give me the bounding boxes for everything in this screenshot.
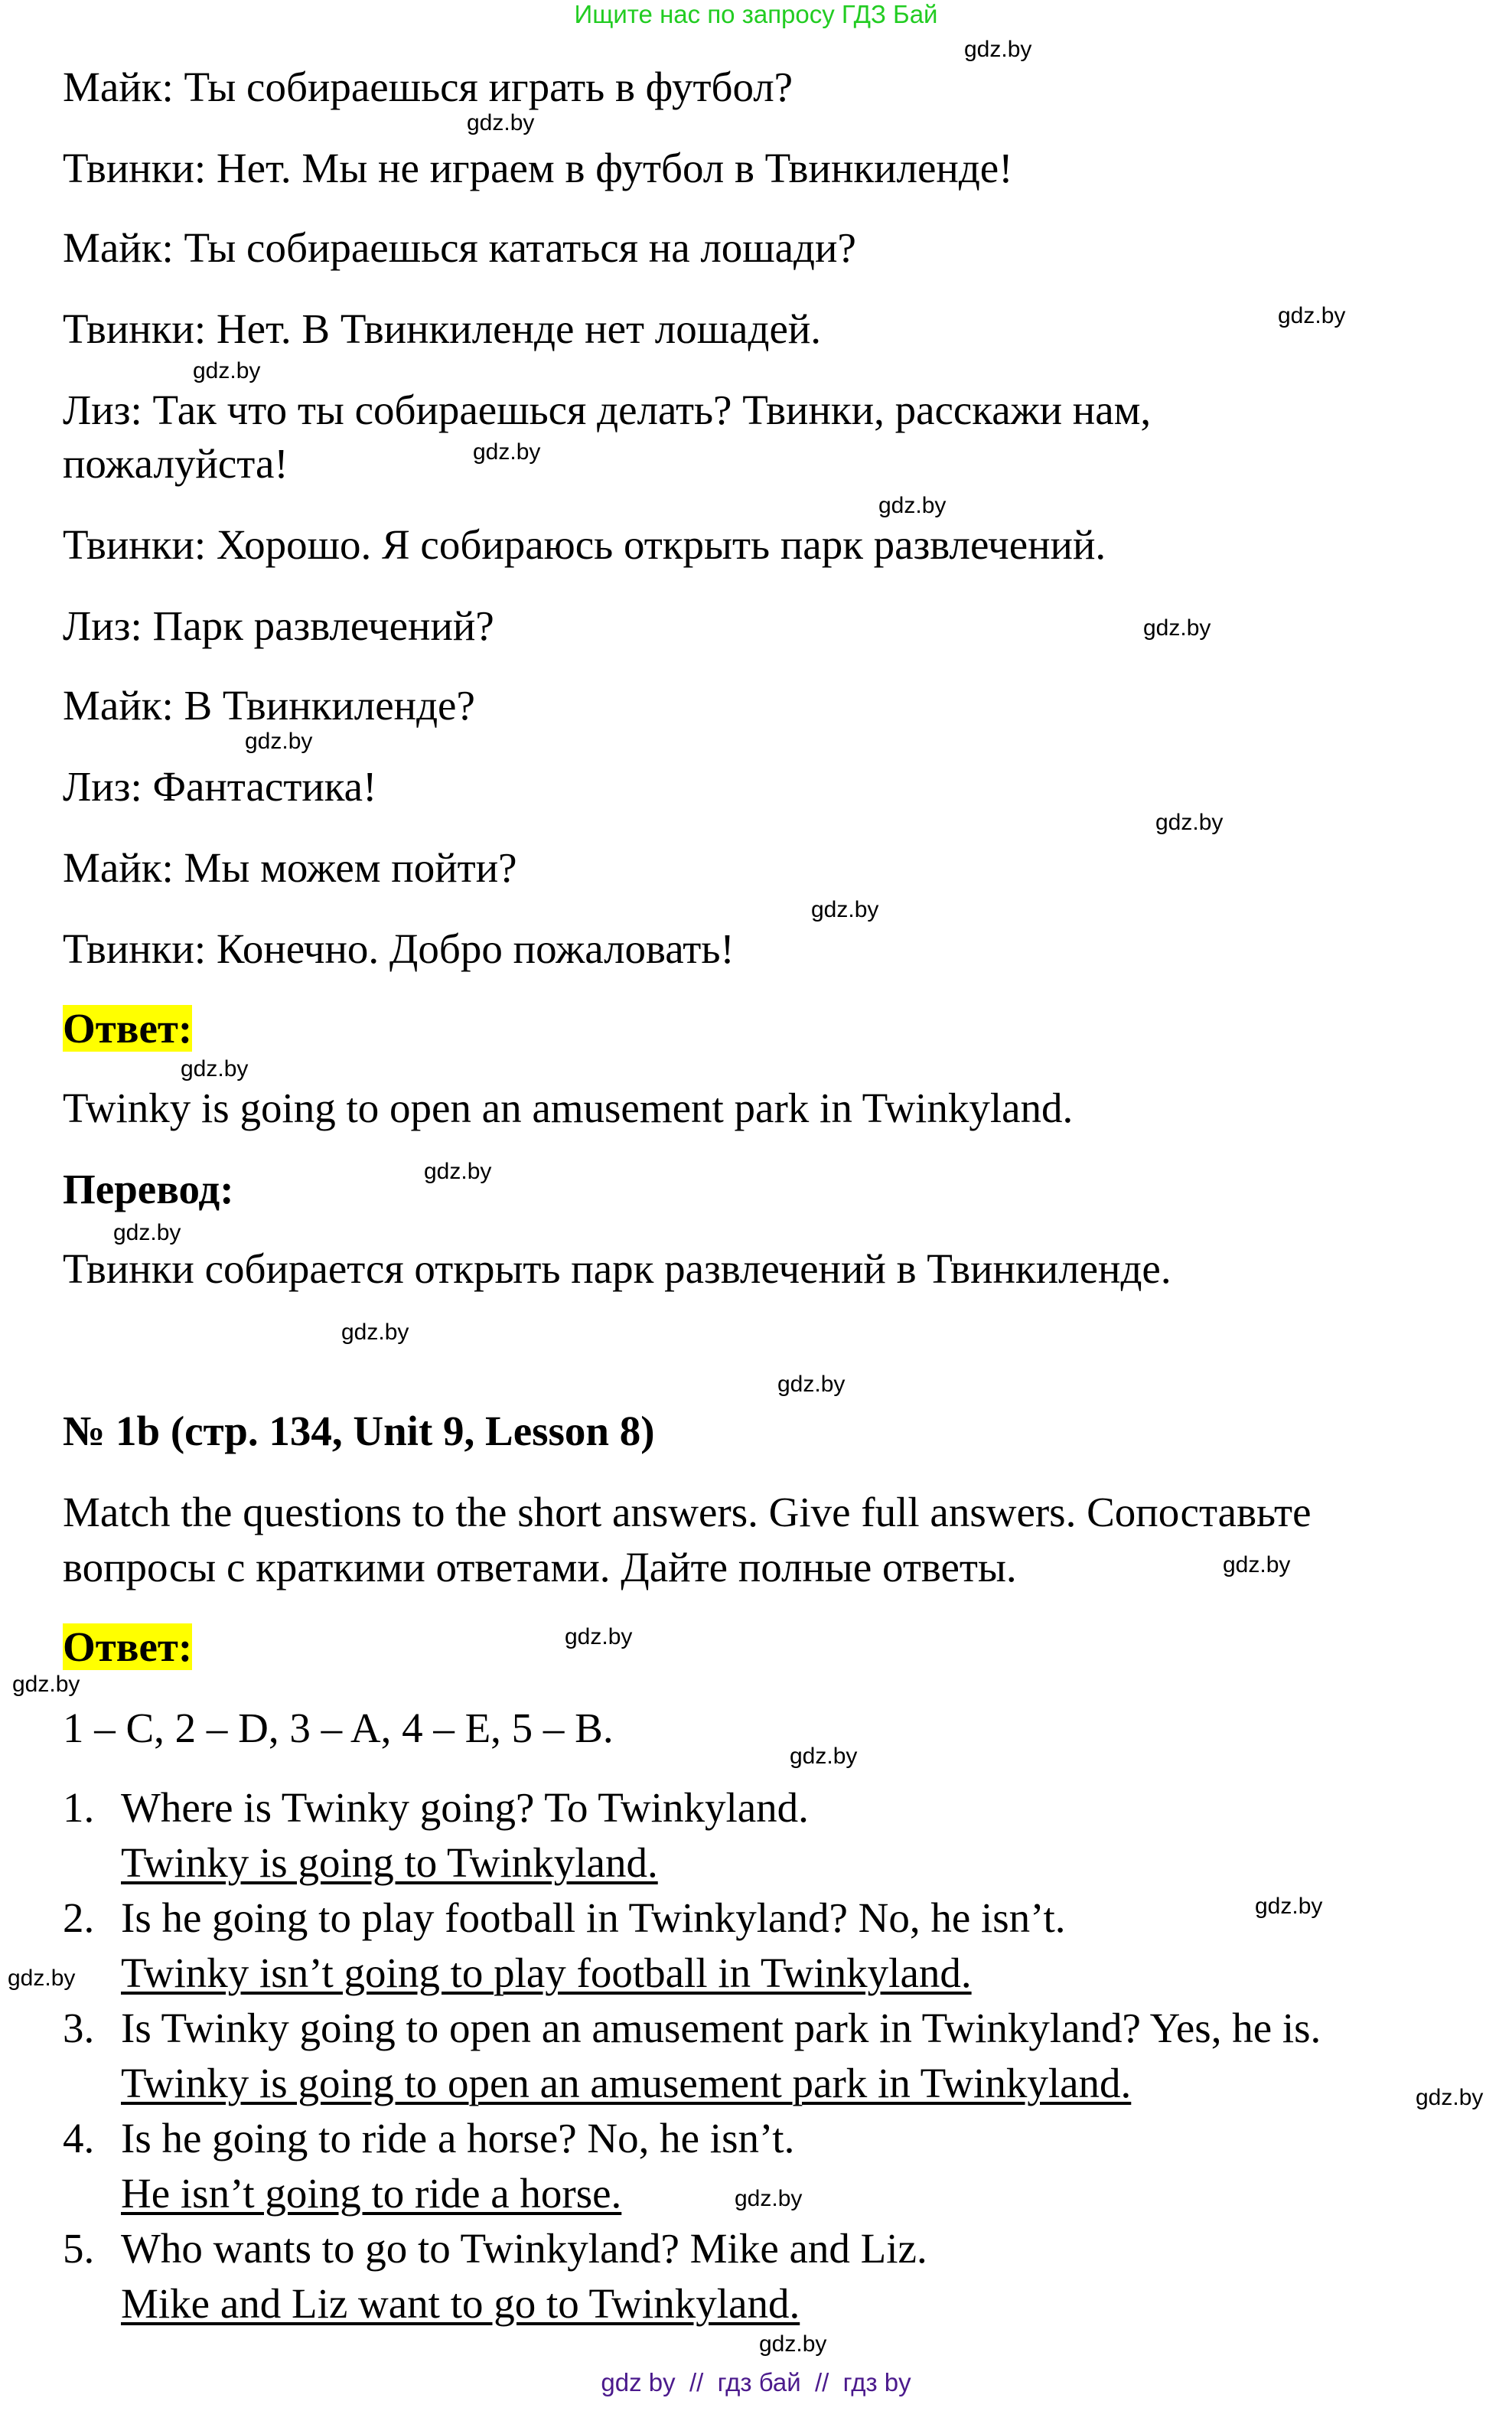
item-number: 5. bbox=[63, 2225, 95, 2272]
watermark: gdz.by bbox=[12, 1672, 80, 1697]
footer-links: gdz by // гдз бай // гдз by bbox=[601, 2368, 911, 2396]
item-number: 1. bbox=[63, 1784, 95, 1831]
exercise-instruction: Match the questions to the short answers. Give full answers. Сопоставьте bbox=[63, 1489, 1312, 1535]
dialogue-line: Майк: Ты собираешься играть в футбол? bbox=[63, 64, 793, 110]
translation-text: Твинки собирается открыть парк развлечений в Твинкиленде. bbox=[63, 1245, 1171, 1292]
dialogue-line: Твинки: Конечно. Добро пожаловать! bbox=[63, 925, 735, 972]
item-question: Is Twinky going to open an amusement park in Twinkyland? Yes, he is. bbox=[121, 2005, 1321, 2051]
item-question: Where is Twinky going? To Twinkyland. bbox=[121, 1784, 809, 1831]
item-number: 2. bbox=[63, 1894, 95, 1941]
item-question: Is he going to play football in Twinkyland? No, he isn’t. bbox=[121, 1894, 1066, 1941]
list-item bbox=[0, 1786, 1512, 1829]
answer-label: Ответ: bbox=[63, 1623, 193, 1670]
dialogue-line: Твинки: Хорошо. Я собираюсь открыть парк развлечений. bbox=[63, 521, 1106, 568]
watermark: gdz.by bbox=[1223, 1552, 1291, 1577]
item-answer: Twinky isn’t going to play football in Twinkyland. bbox=[121, 1949, 972, 1996]
dialogue-line: Лиз: Фантастика! bbox=[63, 763, 377, 810]
matches-text: 1 – C, 2 – D, 3 – A, 4 – E, 5 – B. bbox=[63, 1705, 614, 1751]
dialogue-line: пожалуйста! bbox=[63, 440, 288, 487]
watermark: gdz.by bbox=[790, 1744, 858, 1769]
watermark: gdz.by bbox=[1416, 2085, 1484, 2110]
dialogue-line: Майк: Ты собираешься кататься на лошади? bbox=[63, 224, 856, 271]
item-question: Who wants to go to Twinkyland? Mike and Liz. bbox=[121, 2225, 927, 2272]
watermark: gdz.by bbox=[1155, 810, 1224, 835]
exercise-title: № 1b (стр. 134, Unit 9, Lesson 8) bbox=[63, 1408, 655, 1454]
list-item bbox=[0, 2007, 1512, 2050]
item-answer: Twinky is going to open an amusement park in Twinkyland. bbox=[121, 2060, 1132, 2106]
watermark: gdz.by bbox=[735, 2186, 803, 2211]
watermark: gdz.by bbox=[424, 1159, 492, 1184]
watermark: gdz.by bbox=[467, 110, 535, 135]
watermark: gdz.by bbox=[1255, 1894, 1323, 1919]
watermark: gdz.by bbox=[473, 439, 541, 465]
watermark: gdz.by bbox=[193, 358, 261, 383]
item-answer: He isn’t going to ride a horse. bbox=[121, 2170, 622, 2217]
watermark: gdz.by bbox=[964, 37, 1032, 62]
header-banner: Ищите нас по запросу ГДЗ Бай bbox=[574, 0, 938, 28]
answer-text: Twinky is going to open an amusement park in Twinkyland. bbox=[63, 1085, 1074, 1131]
item-question: Is he going to ride a horse? No, he isn’t. bbox=[121, 2115, 795, 2161]
exercise-instruction: вопросы с краткими ответами. Дайте полные ответы. bbox=[63, 1544, 1017, 1590]
watermark: gdz.by bbox=[245, 729, 313, 754]
watermark: gdz.by bbox=[777, 1372, 846, 1397]
list-item bbox=[0, 2227, 1512, 2270]
watermark: gdz.by bbox=[565, 1624, 633, 1649]
dialogue-line: Твинки: Нет. В Твинкиленде нет лошадей. bbox=[63, 305, 822, 352]
translation-label: Перевод: bbox=[63, 1166, 234, 1212]
watermark: gdz.by bbox=[341, 1320, 409, 1345]
watermark: gdz.by bbox=[113, 1220, 181, 1245]
item-answer: Twinky is going to Twinkyland. bbox=[121, 1839, 658, 1886]
watermark: gdz.by bbox=[8, 1966, 76, 1991]
dialogue-line: Лиз: Парк развлечений? bbox=[63, 602, 494, 649]
watermark: gdz.by bbox=[811, 897, 879, 922]
dialogue-line: Лиз: Так что ты собираешься делать? Твинки, расскажи нам, bbox=[63, 387, 1152, 433]
dialogue-line: Майк: Мы можем пойти? bbox=[63, 844, 517, 891]
item-answer: Mike and Liz want to go to Twinkyland. bbox=[121, 2280, 800, 2327]
item-number: 4. bbox=[63, 2115, 95, 2161]
watermark: gdz.by bbox=[1278, 303, 1346, 328]
dialogue-line: Твинки: Нет. Мы не играем в футбол в Твинкиленде! bbox=[63, 145, 1013, 191]
answer-label: Ответ: bbox=[63, 1005, 193, 1052]
watermark: gdz.by bbox=[181, 1056, 249, 1082]
item-number: 3. bbox=[63, 2005, 95, 2051]
watermark: gdz.by bbox=[1143, 615, 1211, 641]
dialogue-line: Майк: В Твинкиленде? bbox=[63, 682, 475, 729]
list-item bbox=[0, 2117, 1512, 2160]
watermark: gdz.by bbox=[878, 493, 947, 518]
watermark: gdz.by bbox=[759, 2331, 827, 2357]
